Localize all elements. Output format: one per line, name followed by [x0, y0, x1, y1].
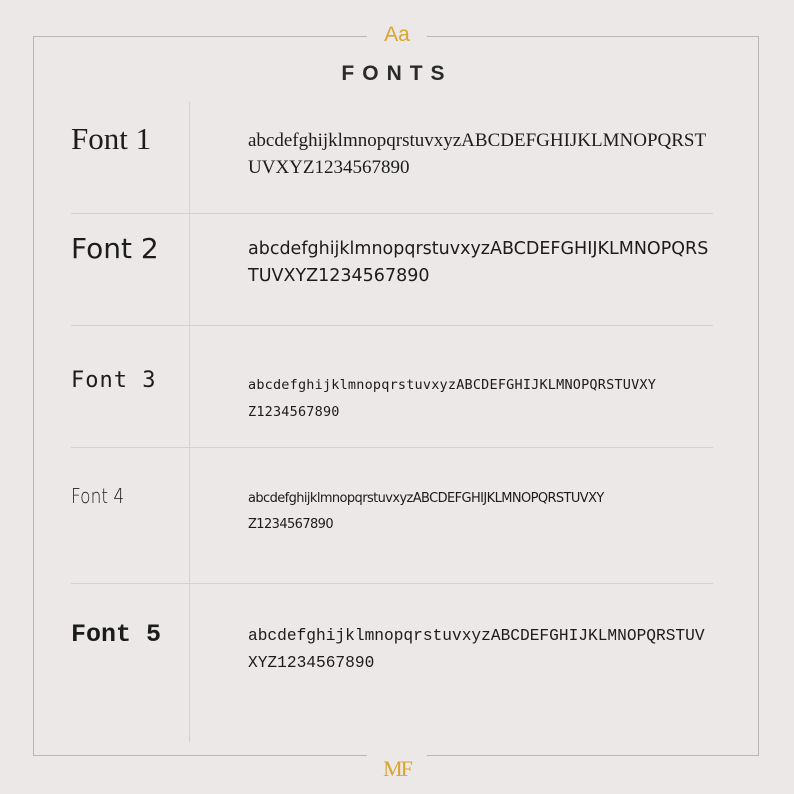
font-sample: abcdefghijklmnopqrstuvxyzABCDEFGHIJKLMNOPQRSTUVXYZ1234567890: [248, 130, 707, 178]
font-label: Font 2: [71, 232, 159, 265]
font-sample: abcdefghijklmnopqrstuvxyzABCDEFGHIJKLMNOPQRSTUVXYZ1234567890: [248, 491, 604, 532]
font-sample: abcdefghijklmnopqrstuvxyzABCDEFGHIJKLMNOPQRSTUVXYZ1234567890: [248, 239, 709, 286]
page-title: FONTS: [341, 62, 453, 85]
column-divider: [189, 102, 190, 742]
font-label: Font 3: [71, 368, 157, 393]
row-divider-4: [71, 583, 713, 584]
font-sample: abcdefghijklmnopqrstuvxyzABCDEFGHIJKLMNOPQRSTUVXYZ1234567890: [248, 377, 657, 420]
aa-badge-icon: Aa: [367, 18, 427, 52]
row-divider-3: [71, 447, 713, 448]
font-sample: abcdefghijklmnopqrstuvxyzABCDEFGHIJKLMNOPQRSTUVXYZ1234567890: [248, 627, 705, 672]
mf-logo-icon: MF: [367, 752, 427, 786]
row-divider-1: [71, 213, 713, 214]
font-label: Font 4: [71, 484, 125, 508]
row-divider-2: [71, 325, 713, 326]
font-label: Font 1: [71, 121, 152, 156]
font-label: Font 5: [71, 620, 162, 649]
